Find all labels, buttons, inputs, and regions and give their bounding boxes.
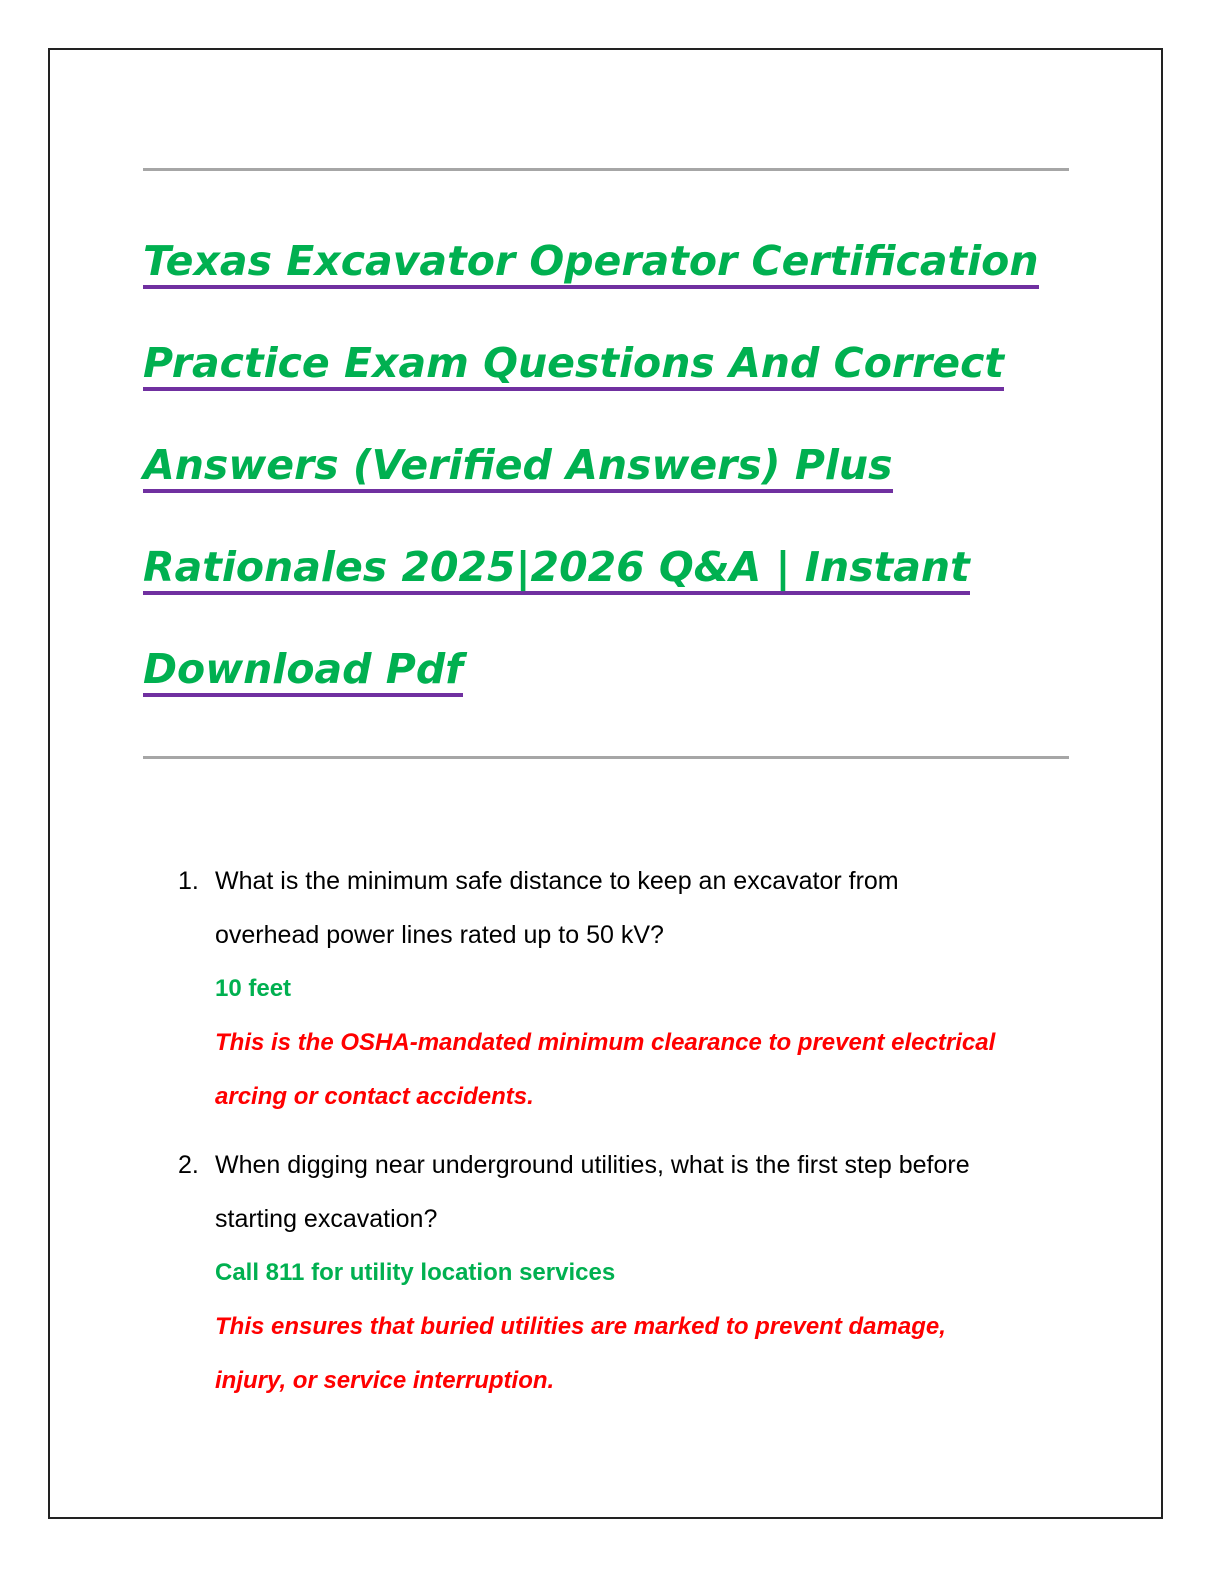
correct-answer: 10 feet bbox=[215, 975, 292, 1002]
correct-answer: Call 811 for utility location services bbox=[215, 1259, 616, 1286]
title-line: Practice Exam Questions And Correct bbox=[143, 312, 1083, 414]
question-number: 1. bbox=[178, 867, 199, 895]
question-number: 2. bbox=[178, 1151, 199, 1179]
rationale-line: This is the OSHA-mandated minimum clearance to prevent electrical bbox=[215, 1029, 996, 1056]
top-horizontal-rule bbox=[143, 168, 1069, 171]
rationale-line: injury, or service interruption. bbox=[215, 1367, 555, 1394]
question-text-line: overhead power lines rated up to 50 kV? bbox=[215, 921, 664, 949]
question-list bbox=[178, 854, 1078, 1422]
document-title bbox=[143, 210, 1083, 720]
question-item bbox=[178, 1138, 1078, 1408]
question-text-line: starting excavation? bbox=[215, 1205, 438, 1233]
question-item bbox=[178, 854, 1078, 1124]
rationale-line: This ensures that buried utilities are marked to prevent damage, bbox=[215, 1313, 946, 1340]
title-line: Texas Excavator Operator Certification bbox=[143, 210, 1083, 312]
question-text-line: What is the minimum safe distance to keep an excavator from bbox=[215, 867, 899, 895]
rationale-line: arcing or contact accidents. bbox=[215, 1083, 534, 1110]
title-line: Rationales 2025|2026 Q&A | Instant bbox=[143, 516, 1083, 618]
question-text-line: When digging near underground utilities, what is the first step before bbox=[215, 1151, 970, 1179]
title-line: Download Pdf bbox=[143, 618, 1083, 720]
title-line: Answers (Verified Answers) Plus bbox=[143, 414, 1083, 516]
bottom-horizontal-rule bbox=[143, 756, 1069, 759]
